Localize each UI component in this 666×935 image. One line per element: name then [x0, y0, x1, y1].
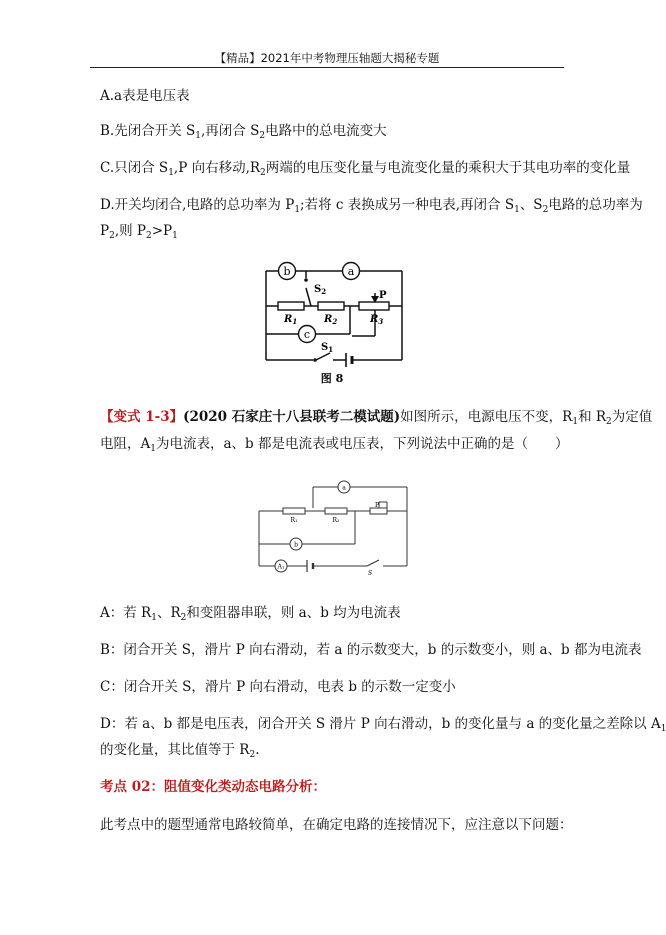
q2-tag: 【变式 1-3】: [100, 409, 184, 425]
label-s-q2: S: [368, 570, 373, 577]
q2-option-a: A：若 $R_1$、$R_2$和变阻器串联，则 a、b 均为电流表: [100, 605, 401, 623]
resistor-r1: [278, 302, 304, 310]
label-b: b: [283, 265, 291, 278]
label-p: P: [379, 290, 387, 301]
label-s2: $S_2$: [314, 284, 327, 296]
circuit-figure-q2: [255, 478, 415, 580]
label-a1-q2: A₁: [277, 563, 285, 571]
label-r2: $R_2$: [324, 314, 338, 326]
q2-stem-line1: 【变式 1-3】(2020 石家庄十八县联考二模试题)如图所示，电源电压不变，$R_1$和 $R_2$为定值: [100, 409, 653, 427]
header-divider: [90, 67, 564, 68]
q2-option-c: C：闭合开关 S，滑片 P 向右滑动，电表 b 的示数一定变小: [100, 679, 456, 695]
label-p-q2: P: [375, 502, 380, 509]
q2-option-d-line1: D：若 a、b 都是电压表，闭合开关 S 滑片 P 向右滑动，b 的变化量与 a 的变化量之差除以 $A_1$: [100, 716, 666, 734]
resistor-r2-q2: [325, 508, 347, 514]
q1-option-d-line2: $P_2$,则 $P_2>P_1$: [100, 223, 178, 241]
label-r3: $R_3$: [370, 314, 384, 326]
label-a-q2: a: [342, 484, 346, 492]
q1-option-c: C.只闭合 $S_1,P$ 向右移动$,R_2$两端的电压变化量与电流变化量的乘积大于其电功率的变化量: [100, 160, 631, 178]
q1-option-b: B.先闭合开关 $S_1$,再闭合 $S_2$电路中的总电流变大: [100, 123, 387, 141]
rheostat-r3: [359, 302, 389, 310]
section-title: 考点 02：阻值变化类动态电路分析：: [100, 779, 326, 795]
resistor-r2: [318, 302, 344, 310]
q1-option-d-line1: D.开关均闭合,电路的总功率为 $P_1$;若将 c 表换成另一种电表,再闭合 $S_1$、$S_2$电路的总功率为: [100, 197, 643, 215]
q1-option-a: A.a表是电压表: [100, 88, 190, 104]
page-header: 【精品】2021年中考物理压轴题大揭秘专题: [214, 51, 440, 65]
label-s1: $S_1$: [321, 342, 334, 354]
label-c: c: [303, 328, 311, 341]
circuit-figure-8: [258, 258, 408, 388]
q2-stem-line2: 电阻，$A_1$为电流表，a、b 都是电流表或电压表，下列说法中正确的是（ ）: [100, 436, 569, 454]
q2-source: (2020 石家庄十八县联考二模试题): [183, 409, 401, 425]
label-a: a: [347, 265, 355, 278]
label-b-q2: b: [294, 541, 298, 549]
q2-option-d-line2: 的变化量，其比值等于 $R_2$.: [100, 742, 260, 760]
label-r1-q2: R₁: [290, 517, 298, 524]
label-r1: $R_1$: [284, 314, 298, 326]
section-intro: 此考点中的题型通常电路较简单，在确定电路的连接情况下，应注意以下问题：: [100, 817, 573, 833]
label-r2-q2: R₂: [332, 517, 340, 524]
resistor-r1-q2: [283, 508, 305, 514]
q2-option-b: B：闭合开关 S，滑片 P 向右滑动，若 a 的示数变大，b 的示数变小，则 a、b 都为电流表: [100, 642, 642, 658]
figure-caption: 图 8: [320, 372, 344, 385]
